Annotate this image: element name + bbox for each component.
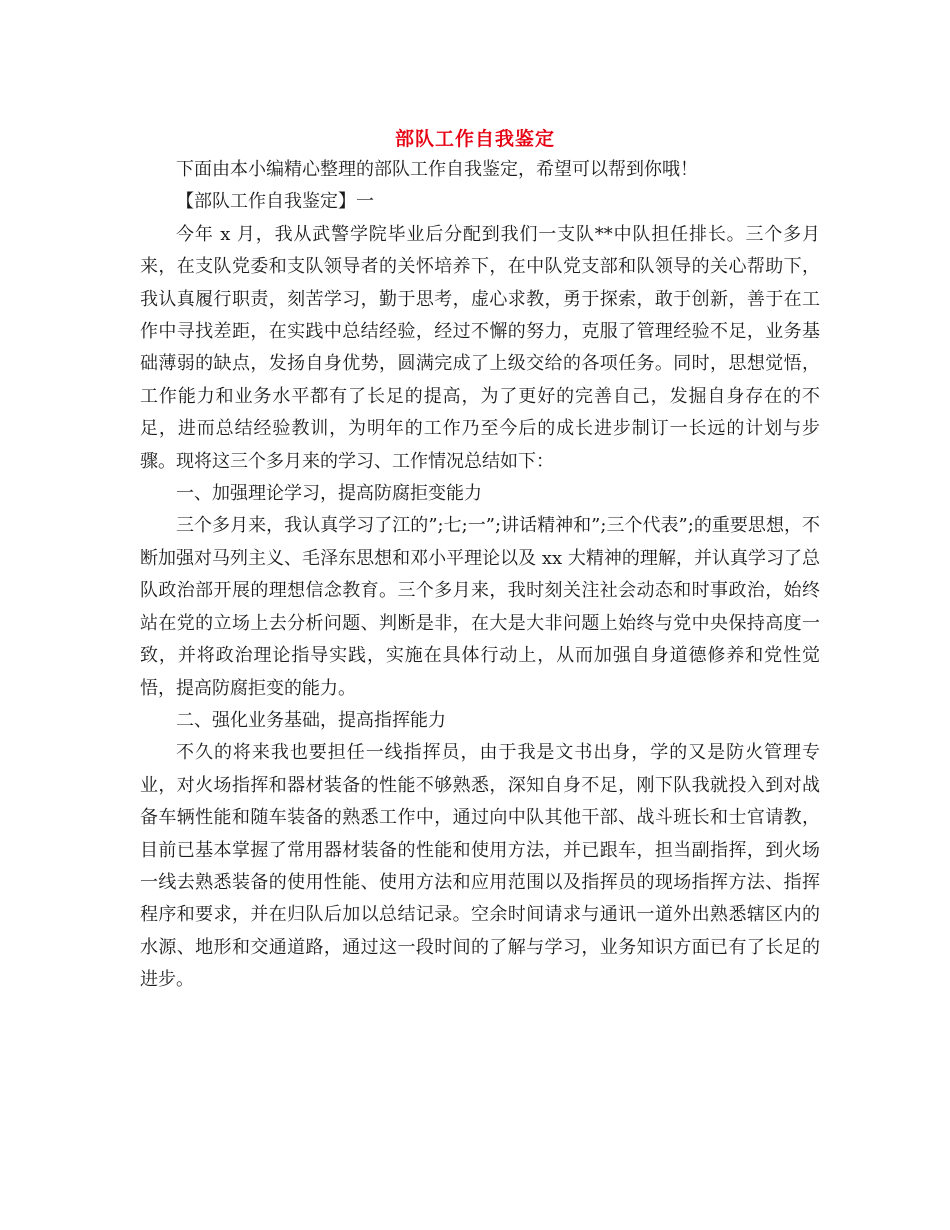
subsection-heading: 二、强化业务基础，提高指挥能力 bbox=[176, 709, 446, 731]
section-heading: 【部队工作自我鉴定】一 bbox=[176, 191, 374, 213]
body-paragraph: 今年 x 月，我从武警学院毕业后分配到我们一支队**中队担任排长。三个多月来，在支队党委和支队领导者的关怀培养下，在中队党支部和队领导的关心帮助下，我认真履行职责，刻苦学习，勤于思考，虚心求教，勇于探索，敢于创新，善于在工作中寻找差距，在实践中总结经验，经过不懈的努力，克服了管理经验不足，业务基础薄弱的缺点，发扬自身优势，圆满完成了上级交给的各项任务。同时，思想觉悟，工作能力和业务水平都有了长足的提高，为了更好的完善自己，发掘自身存在的不足，进而总结经验教训，为明年的工作乃至今后的成长进步制订一长远的计划与步骤。现将这三个多月来的学习、工作情况总结如下： bbox=[140, 223, 820, 472]
subsection-heading: 一、加强理论学习，提高防腐拒变能力 bbox=[176, 483, 482, 505]
document-title: 部队工作自我鉴定 bbox=[394, 128, 555, 150]
intro-paragraph: 下面由本小编精心整理的部队工作自我鉴定，希望可以帮到你哦！ bbox=[176, 159, 698, 180]
body-paragraph: 不久的将来我也要担任一线指挥员，由于我是文书出身，学的又是防火管理专业，对火场指挥和器材装备的性能不够熟悉，深知自身不足，刚下队我就投入到对战备车辆性能和随车装备的熟悉工作中，通过向中队其他干部、战斗班长和士官请教，目前已基本掌握了常用器材装备的性能和使用方法，并已跟车，担当副指挥，到火场一线去熟悉装备的使用性能、使用方法和应用范围以及指挥员的现场指挥方法、指挥程序和要求，并在归队后加以总结记录。空余时间请求与通讯一道外出熟悉辖区内的水源、地形和交通道路，通过这一段时间的了解与学习，业务知识方面已有了长足的进步。 bbox=[140, 742, 820, 991]
body-paragraph: 三个多月来，我认真学习了江的”;七;一”;讲话精神和”;三个代表”;的重要思想，不断加强对马列主义、毛泽东思想和邓小平理论以及 xx 大精神的理解，并认真学习了总队政治部开展的理想信念教育。三个多月来，我时刻关注社会动态和时事政治，始终站在党的立场上去分析问题、判断是非，在大是大非问题上始终与党中央保持高度一致，并将政治理论指导实践，实施在具体行动上，从而加强自身道德修养和党性觉悟，提高防腐拒变的能力。 bbox=[140, 515, 820, 699]
document-body bbox=[140, 154, 820, 997]
